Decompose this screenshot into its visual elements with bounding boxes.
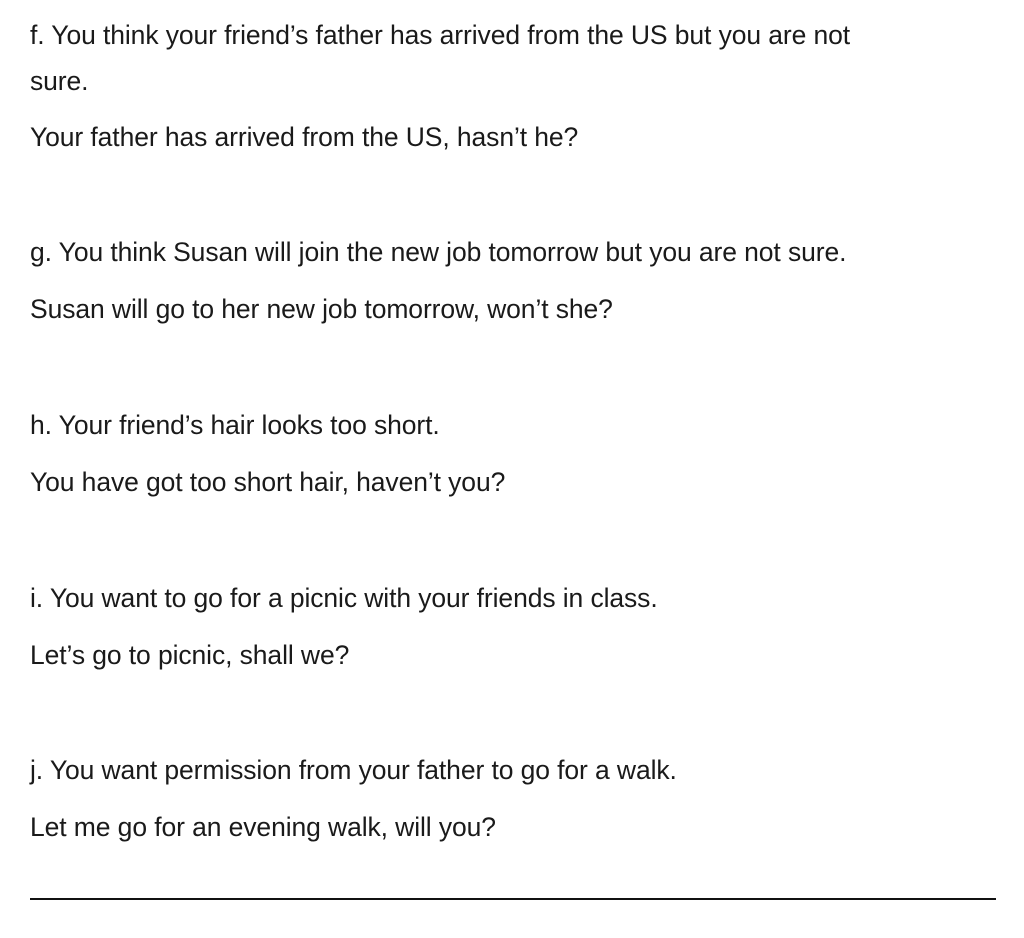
- item-i-answer: Let’s go to picnic, shall we?: [30, 640, 350, 670]
- document-page: [30, 0, 1000, 938]
- item-j-answer: Let me go for an evening walk, will you?: [30, 812, 496, 842]
- item-f-prompt-line-1: f. You think your friend’s father has arrived from the US but you are not: [30, 20, 851, 50]
- item-j-prompt: j. You want permission from your father to go for a walk.: [30, 755, 677, 785]
- item-i-prompt: i. You want to go for a picnic with your friends in class.: [30, 583, 658, 613]
- item-f-prompt-line-2: sure.: [30, 66, 89, 96]
- item-h-prompt: h. Your friend’s hair looks too short.: [30, 410, 440, 440]
- item-f-answer: Your father has arrived from the US, hasn’t he?: [30, 122, 579, 152]
- item-h-answer: You have got too short hair, haven’t you?: [30, 467, 506, 497]
- item-g-prompt: g. You think Susan will join the new job tomorrow but you are not sure.: [30, 237, 847, 267]
- bottom-divider: [30, 898, 996, 900]
- item-g-answer: Susan will go to her new job tomorrow, won’t she?: [30, 294, 613, 324]
